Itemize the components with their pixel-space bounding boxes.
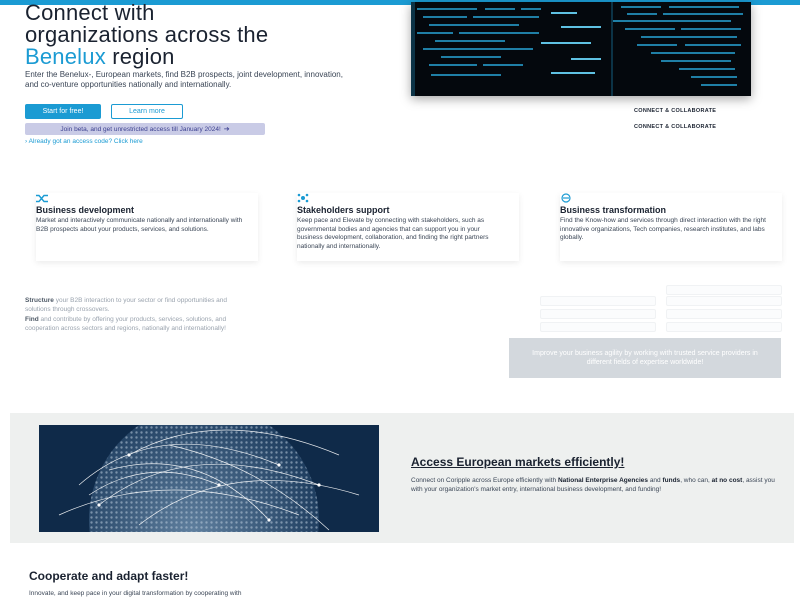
faded-chip	[540, 296, 656, 306]
card-text: Find the Know-how and services through direct interaction with the right innovative organizations, Tech companies, research institutes, and labs globally.	[560, 217, 766, 241]
globe-graphic	[39, 425, 379, 532]
markets-text-c: and	[648, 477, 663, 484]
arrow-right-icon: ➔	[223, 126, 230, 133]
find-paragraph	[25, 316, 245, 333]
hero-title	[25, 2, 268, 68]
markets-text	[411, 477, 781, 494]
agility-banner: Improve your business agility by working with trusted service providers in different fields of expertise worldwide!	[509, 338, 781, 378]
card-title: Business transformation	[560, 205, 667, 215]
hero-title-line2: organizations across the	[25, 22, 269, 47]
markets-section	[10, 413, 794, 543]
find-rest: and contribute by offering your products, services, solutions, and cooperation across sectors and regions, nationally and internationally!	[25, 316, 227, 332]
feature-card-business-development	[36, 193, 258, 261]
structure-paragraph	[25, 297, 245, 314]
card-text: Keep pace and Elevate by connecting with stakeholders, such as governmental bodies and agencies that can support you in your business development, collaboration, and finding the right partners nationally and internationally.	[297, 217, 489, 250]
code-screen-image	[411, 2, 751, 96]
hero-title-tail: region	[105, 44, 175, 69]
find-bold: Find	[25, 316, 39, 323]
cooperate-text: Innovate, and keep pace in your digital transformation by cooperating with	[29, 590, 242, 597]
faded-chip	[666, 285, 782, 295]
structure-bold: Structure	[25, 297, 54, 304]
feature-card-business-transformation	[560, 193, 782, 261]
markets-bold-no-cost: at no cost	[711, 477, 743, 484]
faded-chip	[666, 309, 782, 319]
faded-chip	[540, 322, 656, 332]
transform-icon	[560, 193, 572, 203]
access-code-label: Already got an access code? Click here	[28, 138, 143, 145]
join-beta-button[interactable]	[25, 123, 265, 135]
markets-bold-funds: funds	[662, 477, 681, 484]
chevron-right-icon: ›	[25, 138, 28, 145]
start-free-button[interactable]: Start for free!	[25, 104, 101, 119]
cooperate-title: Cooperate and adapt faster!	[29, 569, 189, 583]
card-title: Stakeholders support	[297, 205, 390, 215]
feature-card-stakeholders-support	[297, 193, 519, 261]
card-text: Market and interactively communicate nationally and internationally with B2B prospects about your products, services, and solutions.	[36, 217, 243, 233]
markets-bold-agencies: National Enterprise Agencies	[557, 477, 649, 484]
faded-chip	[666, 322, 782, 332]
globe-image	[39, 425, 379, 532]
code-lines-graphic	[411, 2, 751, 96]
network-icon	[297, 193, 309, 203]
hero-subtitle: Enter the Benelux-, European markets, find B2B prospects, joint development, innovation, and co-venture opportunities nationally and internationally.	[25, 70, 343, 89]
access-code-link[interactable]	[25, 138, 143, 145]
markets-text-e: , assist you with your organization's market entry, international business development, and funding!	[411, 477, 775, 493]
markets-text-d: , who can,	[680, 477, 712, 484]
shuffle-icon	[36, 193, 48, 203]
structure-rest: your B2B interaction to your sector or find opportunities and solutions through crossovers.	[25, 297, 227, 313]
card-title: Business development	[36, 205, 135, 215]
join-beta-label: Join beta, and get unrestricted access till January 2024!	[60, 125, 221, 133]
markets-text-a: Connect on Coripple across Europe efficiently with	[411, 477, 558, 484]
learn-more-button[interactable]: Learn more	[111, 104, 183, 119]
markets-title: Access European markets efficiently!	[411, 455, 625, 469]
connect-collaborate-label-1: CONNECT & COLLABORATE	[634, 108, 717, 114]
connect-collaborate-label-2: CONNECT & COLLABORATE	[634, 124, 717, 130]
hero-title-line1: Connect with	[25, 0, 155, 25]
faded-chip	[540, 309, 656, 319]
hero-title-accent: Benelux	[25, 44, 106, 69]
faded-chip	[666, 296, 782, 306]
